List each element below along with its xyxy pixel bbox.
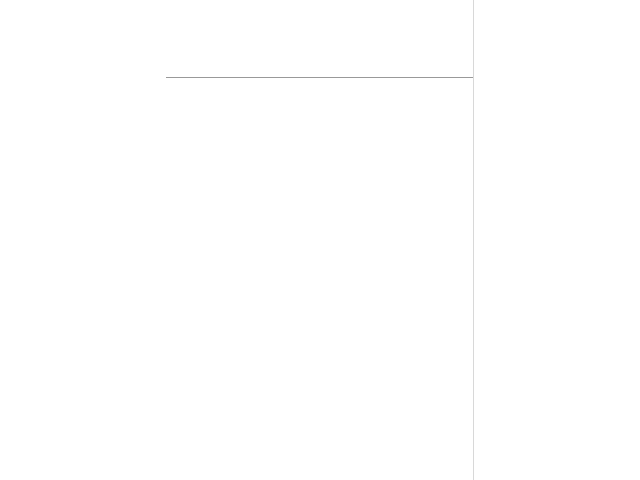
factory-info-column-left — [166, 70, 322, 78]
factory-info-column-right — [320, 70, 473, 78]
page-edge-divider — [473, 0, 474, 480]
column-header — [320, 70, 473, 78]
column-header — [166, 70, 322, 78]
